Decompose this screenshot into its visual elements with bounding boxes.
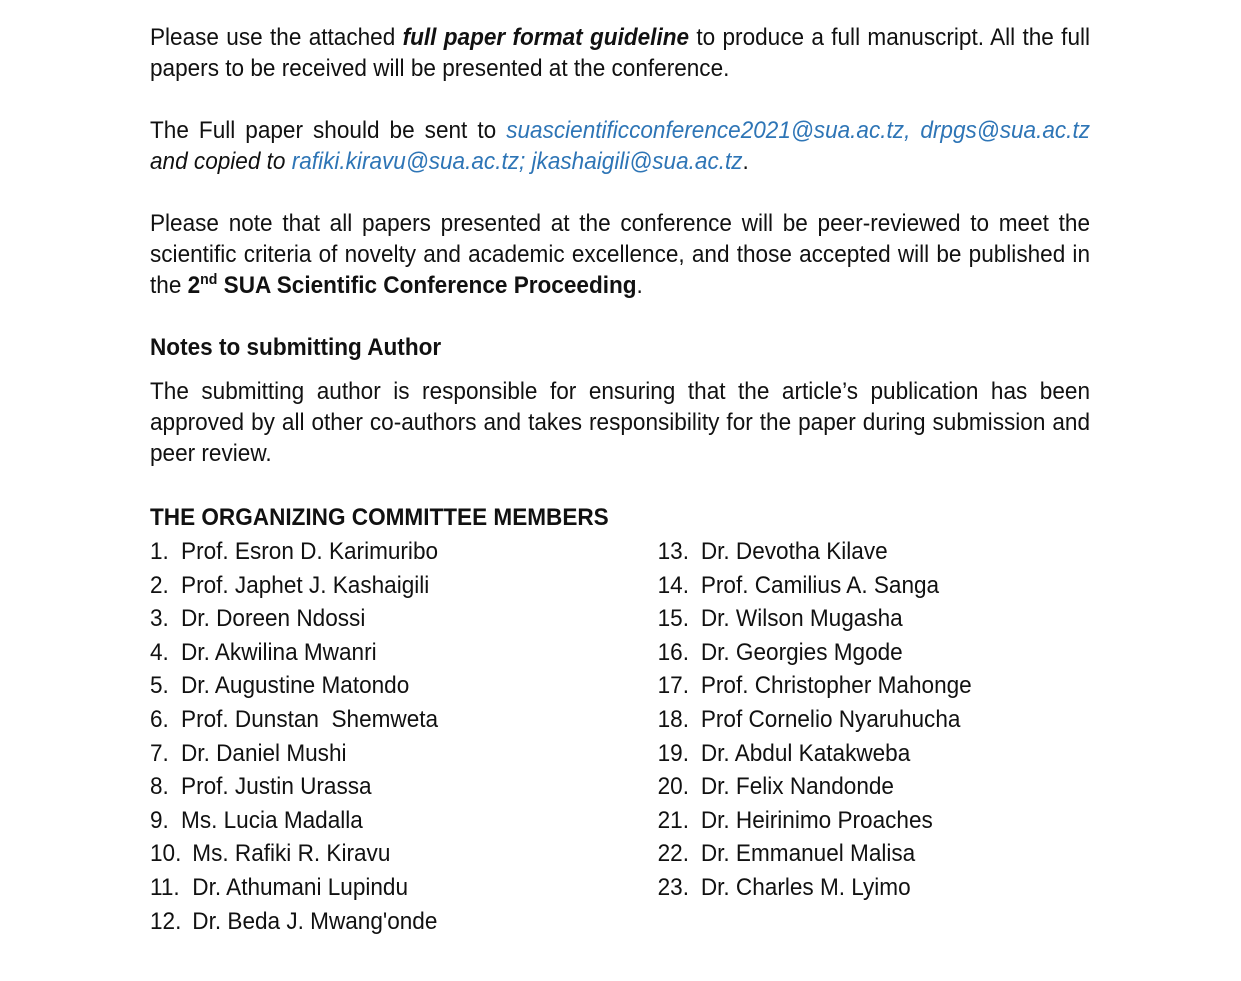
para1-text-after: to produce a full manuscript. All the full papers to be received will be presented at the conference. xyxy=(150,24,1091,82)
member-number: 5. xyxy=(150,672,169,700)
committee-member xyxy=(658,837,972,871)
committee-member xyxy=(150,569,438,603)
para2-text-before: The Full paper should be sent to xyxy=(150,117,507,144)
committee-member xyxy=(150,837,438,871)
member-number: 12. xyxy=(150,907,182,935)
member-name: Prof. Justin Urassa xyxy=(181,773,372,801)
paragraph-format-guideline xyxy=(150,22,1090,84)
notes-text: The submitting author is responsible for ensuring that the article’s publication has been approved by all other co-authors and takes responsibility for the paper during submission and peer review. xyxy=(150,378,1090,467)
format-guideline-emphasis: full paper format guideline xyxy=(402,24,690,51)
member-number: 17. xyxy=(657,672,689,700)
committee-member xyxy=(658,871,972,905)
member-number: 8. xyxy=(150,773,169,801)
member-number: 22. xyxy=(657,840,689,868)
committee-member xyxy=(150,770,438,804)
committee-member xyxy=(150,535,438,569)
member-name: Dr. Felix Nandonde xyxy=(700,773,894,801)
committee-member xyxy=(658,737,972,771)
committee-member xyxy=(658,804,972,838)
committee-members xyxy=(150,535,1090,945)
member-name: Ms. Lucia Madalla xyxy=(181,806,363,834)
member-name: Prof. Camilius A. Sanga xyxy=(700,571,940,599)
document-page xyxy=(150,22,1090,945)
member-number: 14. xyxy=(657,571,689,599)
member-name: Dr. Wilson Mugasha xyxy=(700,605,903,633)
member-name: Prof. Japhet J. Kashaigili xyxy=(181,571,430,599)
member-name: Prof. Esron D. Karimuribo xyxy=(181,538,439,565)
member-number: 10. xyxy=(150,840,182,868)
para1-text-before: Please use the attached xyxy=(150,24,403,51)
member-number: 21. xyxy=(657,806,689,834)
committee-list-left xyxy=(150,535,438,938)
email-link-copy[interactable]: rafiki.kiravu@sua.ac.tz; jkashaigili@sua.ac.tz xyxy=(291,148,743,175)
member-number: 19. xyxy=(657,739,689,767)
member-number: 20. xyxy=(657,773,689,801)
committee-member xyxy=(658,703,972,737)
member-name: Prof Cornelio Nyaruhucha xyxy=(700,705,961,733)
para2-text-middle: and copied to xyxy=(150,148,292,175)
member-name: Prof. Dunstan Shemweta xyxy=(181,705,439,733)
committee-member xyxy=(658,602,972,636)
member-name: Ms. Rafiki R. Kiravu xyxy=(192,840,391,868)
committee-member xyxy=(150,636,438,670)
member-number: 1. xyxy=(150,538,169,565)
member-number: 13. xyxy=(657,538,689,565)
member-name: Dr. Doreen Ndossi xyxy=(181,605,366,633)
committee-list-right xyxy=(658,535,972,905)
committee-member xyxy=(150,602,438,636)
member-name: Dr. Augustine Matondo xyxy=(181,672,410,700)
member-name: Dr. Charles M. Lyimo xyxy=(700,873,911,901)
committee-member xyxy=(150,737,438,771)
committee-member xyxy=(658,636,972,670)
member-number: 6. xyxy=(150,705,169,733)
proceeding-title: 2nd SUA Scientific Conference Proceeding xyxy=(187,271,637,299)
committee-member xyxy=(150,871,438,905)
email-link-primary[interactable]: suascientificconference2021@sua.ac.tz, drpgs@sua.ac.tz xyxy=(506,117,1090,144)
committee-member xyxy=(150,669,438,703)
member-number: 3. xyxy=(150,605,169,633)
committee-member xyxy=(658,669,972,703)
member-name: Dr. Heirinimo Proaches xyxy=(700,806,933,834)
committee-member xyxy=(658,770,972,804)
member-number: 16. xyxy=(657,638,689,666)
member-number: 4. xyxy=(150,638,169,666)
member-name: Dr. Athumani Lupindu xyxy=(192,873,409,901)
member-name: Dr. Emmanuel Malisa xyxy=(700,840,916,868)
member-number: 7. xyxy=(150,739,169,767)
committee-member xyxy=(150,804,438,838)
committee-heading: THE ORGANIZING COMMITTEE MEMBERS xyxy=(150,504,609,531)
member-number: 15. xyxy=(657,605,689,633)
paragraph-submission-emails xyxy=(150,115,1090,177)
member-name: Dr. Georgies Mgode xyxy=(700,638,903,666)
para3-text-after: . xyxy=(636,272,643,299)
member-name: Dr. Devotha Kilave xyxy=(700,538,888,565)
member-name: Dr. Beda J. Mwang'onde xyxy=(192,907,438,935)
member-number: 23. xyxy=(657,873,689,901)
committee-member xyxy=(658,535,972,569)
member-name: Dr. Abdul Katakweba xyxy=(700,739,911,767)
para3-text-before: Please note that all papers presented at the conference will be peer-reviewed to meet the scientific criteria of novelty and academic excellence, and those accepted will be published in the xyxy=(150,210,1090,299)
member-number: 9. xyxy=(150,806,169,834)
member-number: 18. xyxy=(657,705,689,733)
member-name: Dr. Akwilina Mwanri xyxy=(181,638,377,666)
member-number: 2. xyxy=(150,571,169,599)
paragraph-peer-review xyxy=(150,208,1090,301)
committee-member xyxy=(658,569,972,603)
member-number: 11. xyxy=(150,873,180,901)
committee-member xyxy=(150,905,438,939)
member-name: Prof. Christopher Mahonge xyxy=(700,672,972,700)
notes-heading: Notes to submitting Author xyxy=(150,334,442,361)
committee-member xyxy=(150,703,438,737)
member-name: Dr. Daniel Mushi xyxy=(181,739,347,767)
para2-text-after: . xyxy=(742,148,749,175)
